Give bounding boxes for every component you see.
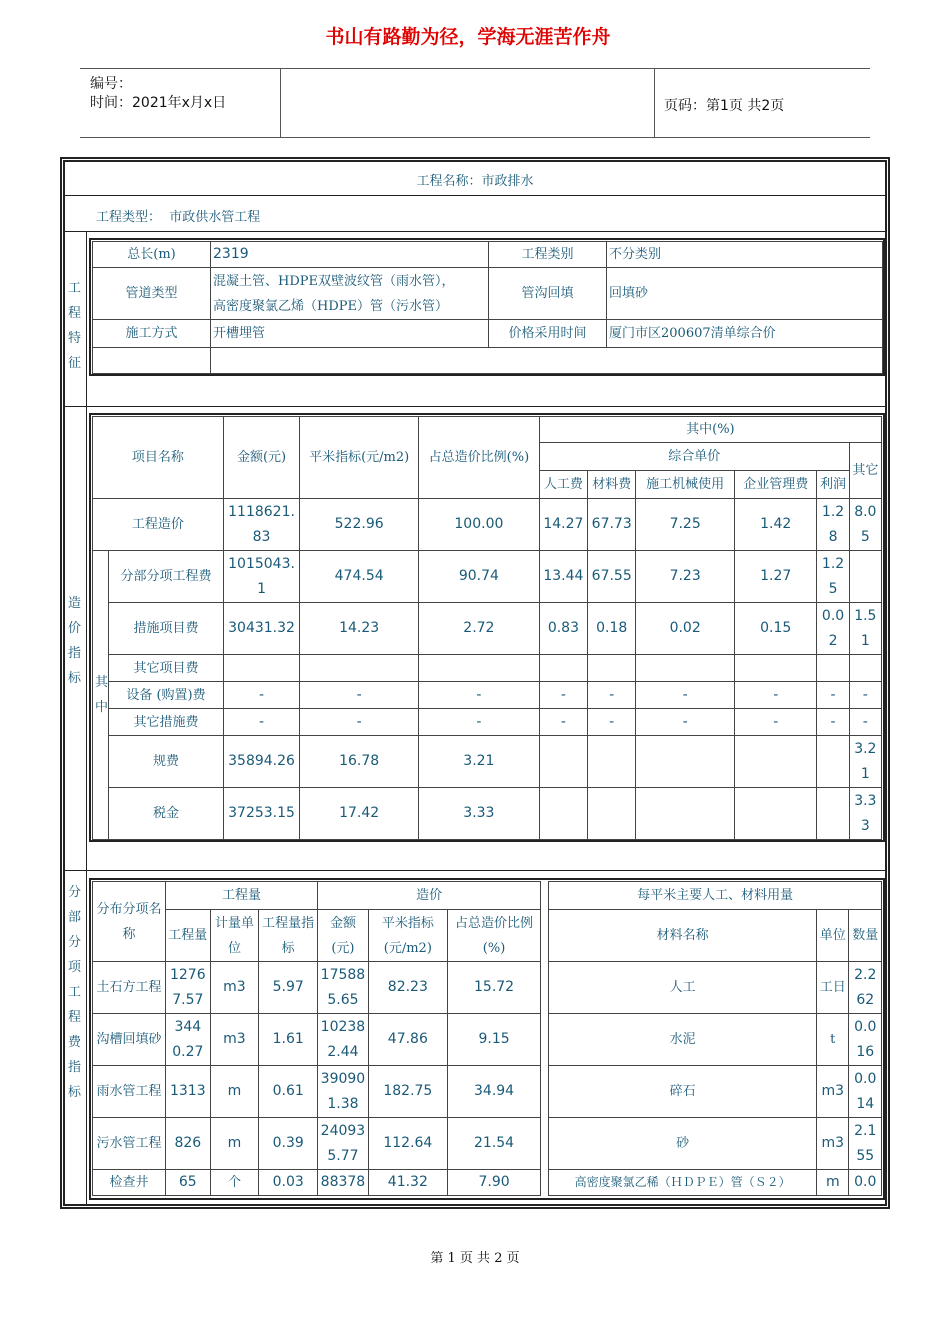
side-column-divider [86, 231, 87, 1206]
row-mat-unit: m [817, 1170, 849, 1196]
doc-time-label: 时间：2021年x月x日 [90, 95, 227, 111]
row-labor: - [539, 682, 587, 709]
page-header [80, 68, 870, 138]
pipe-type-label: 管道类型 [93, 268, 211, 320]
row-sqm: 522.96 [300, 499, 419, 551]
row-mat-name: 人工 [549, 962, 817, 1014]
row-mat-unit: 工日 [817, 962, 849, 1014]
row-amount: 1015043.1 [223, 551, 299, 603]
row-profit [817, 788, 849, 840]
row-sqm: 47.86 [368, 1014, 447, 1066]
row-other: 8.05 [849, 499, 881, 551]
table-row [93, 1170, 882, 1196]
row-name: 雨水管工程 [93, 1066, 166, 1118]
row-amount: 390901.38 [318, 1066, 369, 1118]
hdr-sub-name: 分布分项名称 [93, 882, 166, 962]
row-mat-qty: 2.155 [849, 1118, 882, 1170]
row-sqm: 14.23 [300, 603, 419, 655]
row-unit: m3 [210, 1014, 259, 1066]
row-other: - [849, 709, 881, 736]
project-type-label: 工程类型： [96, 210, 162, 225]
row-amount [223, 655, 299, 682]
row-ratio: 100.00 [419, 499, 540, 551]
backfill-value: 回填砂 [607, 268, 883, 320]
row-profit: 0.02 [817, 603, 849, 655]
row-other [849, 655, 881, 682]
row-mat-name: 砂 [549, 1118, 817, 1170]
row-qty-index: 0.61 [259, 1066, 318, 1118]
row-sqm: 17.42 [300, 788, 419, 840]
row-mgmt: - [734, 709, 817, 736]
row-amount: 175885.65 [318, 962, 369, 1014]
row-ratio: 15.72 [447, 962, 540, 1014]
row-mat-qty: 0.0 [849, 1170, 882, 1196]
row-ratio [419, 655, 540, 682]
row-unit: m [210, 1066, 259, 1118]
hdr-sqm: 平米指标(元/m2) [300, 417, 419, 499]
header-divider [280, 69, 281, 137]
row-material [588, 736, 636, 788]
row-ratio: 9.15 [447, 1014, 540, 1066]
hdr-amount: 金额(元) [318, 910, 369, 962]
backfill-label: 管沟回填 [489, 268, 607, 320]
table-row [93, 603, 882, 655]
row-sqm: 82.23 [368, 962, 447, 1014]
table-row [93, 709, 882, 736]
hdr-machine: 施工机械使用 [636, 471, 735, 499]
project-type-value: 市政供水管工程 [169, 210, 261, 225]
row-labor [539, 788, 587, 840]
row-name: 分部分项工程费 [109, 551, 224, 603]
row-sqm: 182.75 [368, 1066, 447, 1118]
row-mat-name: 碎石 [549, 1066, 817, 1118]
cost-side-label: 造价指标 [67, 596, 81, 686]
row-name: 污水管工程 [93, 1118, 166, 1170]
row-material: 67.55 [588, 551, 636, 603]
total-length-label: 总长(m) [93, 242, 211, 268]
row-profit: 1.25 [817, 551, 849, 603]
row-sqm: - [300, 682, 419, 709]
row-unit: m [210, 1118, 259, 1170]
page-info: 页码：第1页 共2页 [664, 98, 785, 114]
row-ratio: 3.33 [419, 788, 540, 840]
row-mgmt [734, 736, 817, 788]
hdr-mat-qty: 数量 [849, 910, 882, 962]
row-machine: - [636, 709, 735, 736]
row-amount: 35894.26 [223, 736, 299, 788]
row-mgmt: - [734, 682, 817, 709]
gap-cell [541, 882, 549, 1196]
row-material: 67.73 [588, 499, 636, 551]
row-qty: 65 [166, 1170, 211, 1196]
row-amount: 37253.15 [223, 788, 299, 840]
row-profit [817, 736, 849, 788]
table-row [93, 682, 882, 709]
row-mat-unit: t [817, 1014, 849, 1066]
row-sqm: 474.54 [300, 551, 419, 603]
row-labor: - [539, 709, 587, 736]
doc-code-label: 编号： [90, 76, 132, 92]
table-row [93, 736, 882, 788]
row-machine: 0.02 [636, 603, 735, 655]
row-qty-index: 0.39 [259, 1118, 318, 1170]
row-ratio: 21.54 [447, 1118, 540, 1170]
hdr-cost-group: 造价 [318, 882, 541, 910]
row-mgmt [734, 788, 817, 840]
row-ratio: 3.21 [419, 736, 540, 788]
row-divider [63, 870, 887, 871]
row-qty-index: 5.97 [259, 962, 318, 1014]
header-motto: 书山有路勤为径，学海无涯苦作舟 [325, 26, 611, 48]
row-sqm [300, 655, 419, 682]
row-machine: 7.25 [636, 499, 735, 551]
row-mgmt: 1.42 [734, 499, 817, 551]
project-name-label: 工程名称： [416, 174, 482, 189]
row-material: 0.18 [588, 603, 636, 655]
sub-side-label: 分部分项工程费指标 [67, 885, 81, 1100]
row-other: 3.33 [849, 788, 881, 840]
row-ratio: 2.72 [419, 603, 540, 655]
hdr-mgmt: 企业管理费 [734, 471, 817, 499]
row-qty-index: 0.03 [259, 1170, 318, 1196]
row-mgmt: 1.27 [734, 551, 817, 603]
price-time-label: 价格采用时间 [489, 320, 607, 348]
row-mat-qty: 0.014 [849, 1066, 882, 1118]
row-ratio: - [419, 682, 540, 709]
project-name-value: 市政排水 [481, 174, 534, 189]
hdr-item: 项目名称 [93, 417, 224, 499]
category-value: 不分类别 [607, 242, 883, 268]
row-profit: - [817, 682, 849, 709]
empty-cell [211, 348, 883, 374]
table-row [93, 962, 882, 1014]
features-side-label: 工程特征 [67, 281, 81, 371]
project-name-row [63, 170, 887, 189]
row-unit: 个 [210, 1170, 259, 1196]
row-name: 工程造价 [93, 499, 224, 551]
row-labor: 14.27 [539, 499, 587, 551]
row-labor: 13.44 [539, 551, 587, 603]
method-value: 开槽埋管 [211, 320, 489, 348]
project-type-row [96, 206, 260, 225]
row-mat-unit: m3 [817, 1066, 849, 1118]
category-label: 工程类别 [489, 242, 607, 268]
table-row [93, 655, 882, 682]
hdr-material-group: 每平米主要人工、材料用量 [549, 882, 882, 910]
row-other: - [849, 682, 881, 709]
row-qty-index: 1.61 [259, 1014, 318, 1066]
row-name: 措施项目费 [109, 603, 224, 655]
hdr-qty-index: 工程量指标 [259, 910, 318, 962]
hdr-qty: 工程量 [166, 910, 211, 962]
inner-label: 其中 [93, 551, 109, 840]
row-sqm: 41.32 [368, 1170, 447, 1196]
hdr-other: 其它 [849, 443, 881, 499]
row-amount: 30431.32 [223, 603, 299, 655]
row-divider [63, 406, 887, 407]
row-sqm: - [300, 709, 419, 736]
row-machine [636, 736, 735, 788]
row-material: - [588, 682, 636, 709]
row-qty: 12767.57 [166, 962, 211, 1014]
row-name: 其它措施费 [109, 709, 224, 736]
table-row [93, 788, 882, 840]
row-divider [63, 195, 887, 196]
hdr-material: 材料费 [588, 471, 636, 499]
row-qty: 1313 [166, 1066, 211, 1118]
hdr-amount: 金额(元) [223, 417, 299, 499]
table-row [93, 1014, 882, 1066]
row-name: 土石方工程 [93, 962, 166, 1014]
hdr-quantity-group: 工程量 [166, 882, 318, 910]
row-mgmt: 0.15 [734, 603, 817, 655]
row-sqm: 16.78 [300, 736, 419, 788]
page-footer: 第 1 页 共 2 页 [430, 1251, 520, 1266]
pipe-type-value [211, 268, 489, 320]
row-mat-qty: 2.262 [849, 962, 882, 1014]
table-row [93, 551, 882, 603]
row-amount: 240935.77 [318, 1118, 369, 1170]
row-material: - [588, 709, 636, 736]
table-row [93, 499, 882, 551]
row-labor [539, 736, 587, 788]
row-name: 其它项目费 [109, 655, 224, 682]
row-divider [63, 231, 887, 232]
row-mat-name: 高密度聚氯乙稀（ＨＤＰＥ）管（Ｓ２） [549, 1170, 817, 1196]
row-other: 1.51 [849, 603, 881, 655]
row-mat-unit: m3 [817, 1118, 849, 1170]
hdr-mat-name: 材料名称 [549, 910, 817, 962]
row-mat-qty: 0.016 [849, 1014, 882, 1066]
row-qty: 826 [166, 1118, 211, 1170]
row-ratio: - [419, 709, 540, 736]
row-profit: - [817, 709, 849, 736]
pipe-type-line-1: 混凝土管、HDPE双壁波纹管（雨水管）， [213, 273, 455, 289]
table-row [93, 1066, 882, 1118]
hdr-unit-price: 综合单价 [539, 443, 849, 471]
row-material [588, 655, 636, 682]
method-label: 施工方式 [93, 320, 211, 348]
row-qty: 3440.27 [166, 1014, 211, 1066]
row-mat-name: 水泥 [549, 1014, 817, 1066]
row-profit: 1.28 [817, 499, 849, 551]
row-amount: - [223, 709, 299, 736]
empty-cell [93, 348, 211, 374]
hdr-sqm: 平米指标(元/m2) [368, 910, 447, 962]
hdr-ratio: 占总造价比例(%) [419, 417, 540, 499]
row-labor: 0.83 [539, 603, 587, 655]
row-machine: - [636, 682, 735, 709]
row-amount: 88378 [318, 1170, 369, 1196]
row-name: 规费 [109, 736, 224, 788]
row-unit: m3 [210, 962, 259, 1014]
hdr-profit: 利润 [817, 471, 849, 499]
row-ratio: 34.94 [447, 1066, 540, 1118]
row-name: 沟槽回填砂 [93, 1014, 166, 1066]
pipe-type-line-2: 高密度聚氯乙烯（HDPE）管（污水管） [213, 298, 448, 314]
header-divider [654, 69, 655, 137]
row-other: 3.21 [849, 736, 881, 788]
hdr-ratio: 占总造价比例(%) [447, 910, 540, 962]
row-machine: 7.23 [636, 551, 735, 603]
row-other [849, 551, 881, 603]
row-ratio: 90.74 [419, 551, 540, 603]
row-amount: - [223, 682, 299, 709]
row-name: 设备 (购置)费 [109, 682, 224, 709]
row-mgmt [734, 655, 817, 682]
row-name: 税金 [109, 788, 224, 840]
sub-table [92, 881, 882, 1196]
hdr-unit: 计量单位 [210, 910, 259, 962]
hdr-among: 其中(%) [539, 417, 881, 443]
hdr-labor: 人工费 [539, 471, 587, 499]
row-material [588, 788, 636, 840]
row-amount: 102382.44 [318, 1014, 369, 1066]
table-row [93, 1118, 882, 1170]
row-profit [817, 655, 849, 682]
total-length-value: 2319 [211, 242, 489, 268]
row-amount: 1118621.83 [223, 499, 299, 551]
hdr-mat-unit: 单位 [817, 910, 849, 962]
row-machine [636, 788, 735, 840]
row-sqm: 112.64 [368, 1118, 447, 1170]
row-name: 检查井 [93, 1170, 166, 1196]
features-table [92, 241, 883, 374]
row-ratio: 7.90 [447, 1170, 540, 1196]
row-labor [539, 655, 587, 682]
price-time-value: 厦门市区200607清单综合价 [607, 320, 883, 348]
row-machine [636, 655, 735, 682]
cost-table [92, 416, 882, 840]
